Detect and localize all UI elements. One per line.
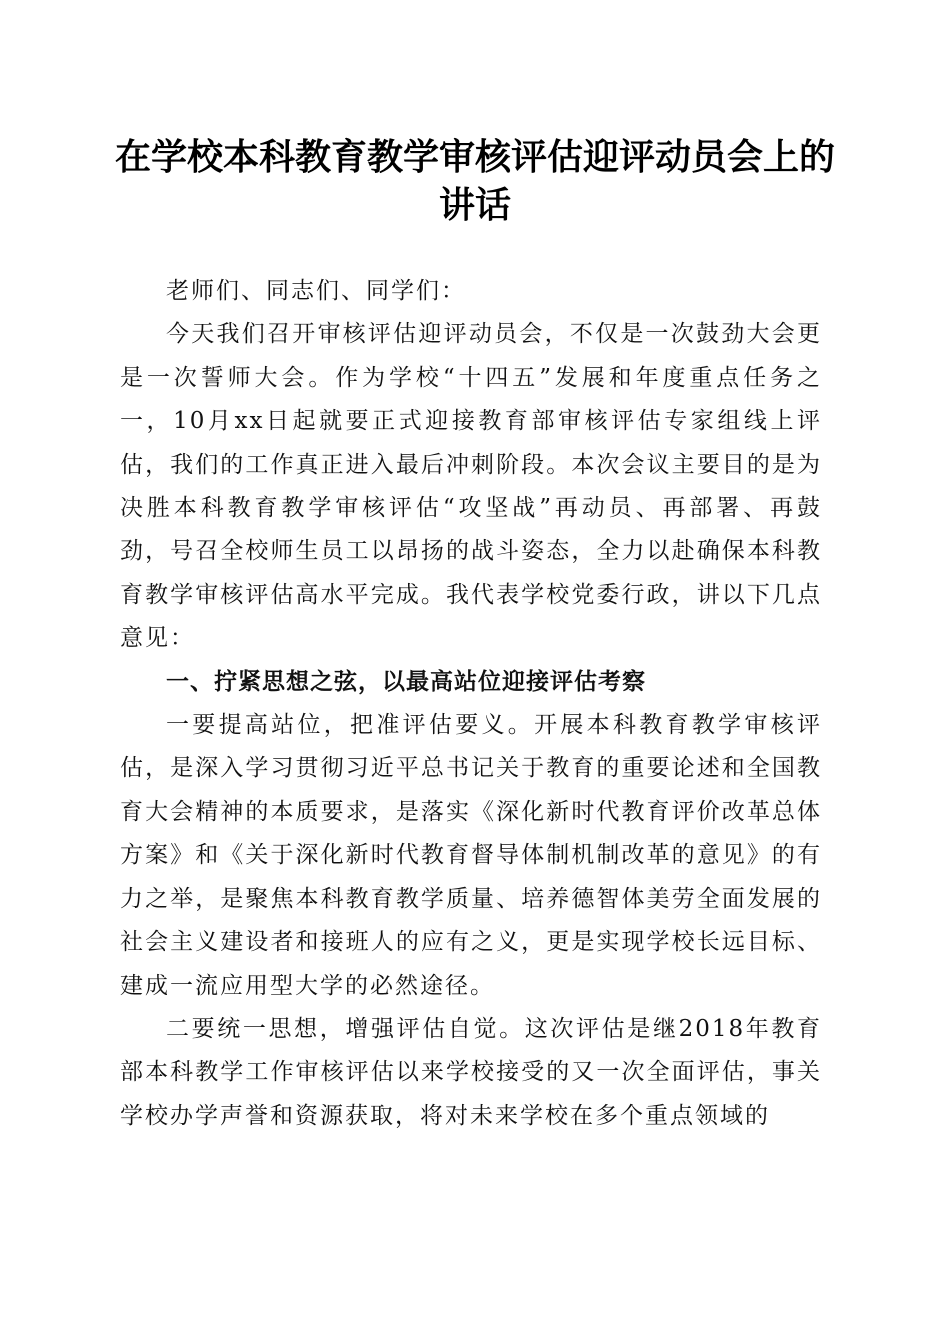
section1-paragraph-2: 二要统一思想，增强评估自觉。这次评估是继2018年教育部本科教学工作审核评估以来学校接受的又一次全面评估，事关学校办学声誉和资源获取，将对未来学校在多个重点领域的 (120, 1015, 822, 1129)
section-heading-1: 一、拧紧思想之弦，以最高站位迎接评估考察 (166, 668, 646, 695)
section1-paragraph-1: 一要提高站位，把准评估要义。开展本科教育教学审核评估，是深入学习贯彻习近平总书记关于教育的重要论述和全国教育大会精神的本质要求，是落实《深化新时代教育评价改革总体方案》和《关于深化新时代教育督导体制机制改革的意见》的有力之举，是聚焦本科教育教学质量、培养德智体美劳全面发展的社会主义建设者和接班人的应有之义，更是实现学校长远目标、建成一流应用型大学的必然途径。 (120, 712, 822, 999)
document-title: 在学校本科教育教学审核评估迎评动员会上的讲话 (114, 136, 835, 226)
intro-paragraph: 今天我们召开审核评估迎评动员会，不仅是一次鼓劲大会更是一次誓师大会。作为学校“十四五”发展和年度重点任务之一，10月xx日起就要正式迎接教育部审核评估专家组线上评估，我们的工作真正进入最后冲刺阶段。本次会议主要目的是为决胜本科教育教学审核评估“攻坚战”再动员、再部署、再鼓劲，号召全校师生员工以昂扬的战斗姿态，全力以赴确保本科教育教学审核评估高水平完成。我代表学校党委行政，讲以下几点意见： (120, 321, 822, 652)
document-body (120, 270, 822, 1138)
salutation: 老师们、同志们、同学们： (166, 278, 466, 304)
